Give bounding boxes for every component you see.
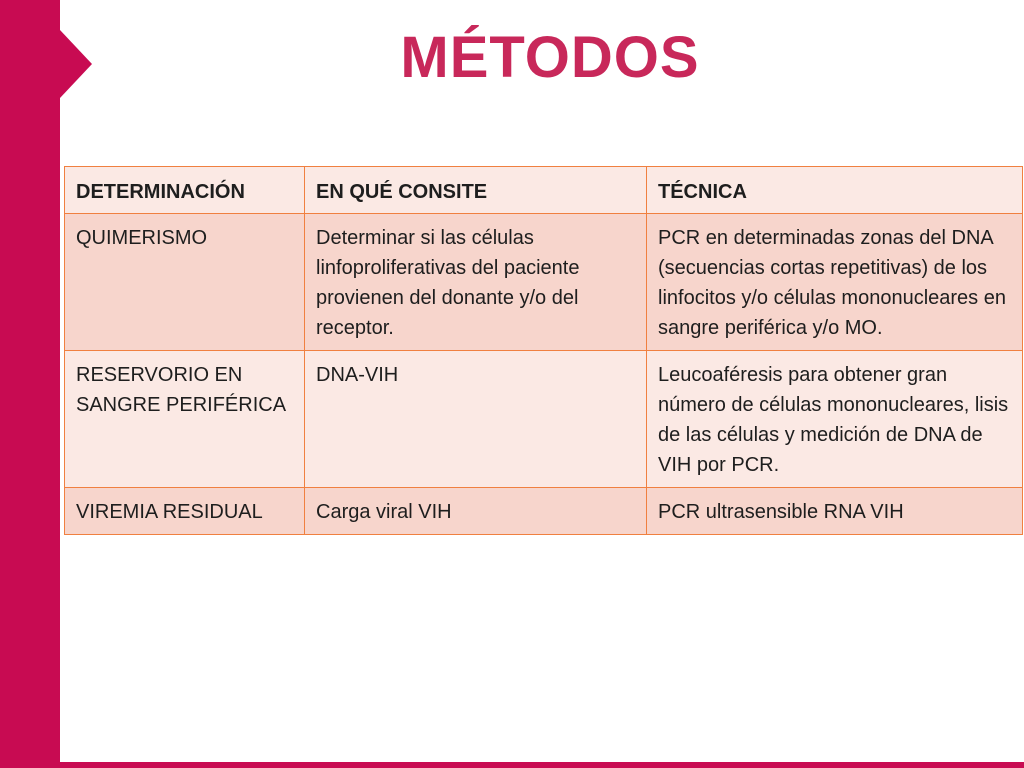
table-row xyxy=(65,351,1023,488)
header-tecnica: TÉCNICA xyxy=(647,167,1023,214)
left-accent-bar xyxy=(0,0,60,768)
cell-determinacion: VIREMIA RESIDUAL xyxy=(65,488,305,535)
header-determinacion: DETERMINACIÓN xyxy=(65,167,305,214)
cell-consiste: Determinar si las células linfoproliferativas del paciente provienen del donante y/o del receptor. xyxy=(305,214,647,351)
header-en-que-consiste: EN QUÉ CONSITE xyxy=(305,167,647,214)
cell-consiste: DNA-VIH xyxy=(305,351,647,488)
table-row xyxy=(65,214,1023,351)
cell-determinacion: QUIMERISMO xyxy=(65,214,305,351)
cell-tecnica: PCR ultrasensible RNA VIH xyxy=(647,488,1023,535)
cell-tecnica: PCR en determinadas zonas del DNA (secuencias cortas repetitivas) de los linfocitos y/o células mononucleares en sangre periférica y/o MO. xyxy=(647,214,1023,351)
cell-determinacion: RESERVORIO EN SANGRE PERIFÉRICA xyxy=(65,351,305,488)
cell-consiste: Carga viral VIH xyxy=(305,488,647,535)
slide-title: MÉTODOS xyxy=(400,25,700,90)
table-row xyxy=(65,488,1023,535)
cell-tecnica: Leucoaféresis para obtener gran número de células mononucleares, lisis de las células y medición de DNA de VIH por PCR. xyxy=(647,351,1023,488)
table-header-row xyxy=(65,167,1023,214)
bottom-accent-bar xyxy=(0,762,1024,768)
methods-table xyxy=(64,166,1023,535)
